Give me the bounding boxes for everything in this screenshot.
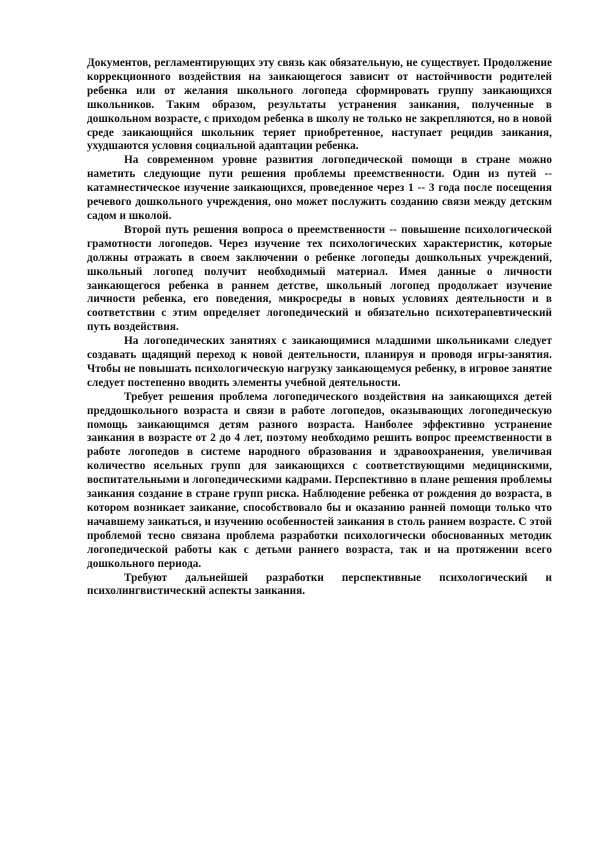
document-body — [87, 57, 552, 599]
paragraph: На логопедических занятиях с заикающимися младшими школьниками следует создавать щадящий переход к новой деятельности, планируя и проводя игры-занятия. Чтобы не повышать психологическую нагрузку заикающемуся ребенку, в игровое занятие следует постепенно вводить элементы учебной деятельности. — [87, 335, 552, 389]
paragraph: Второй путь решения вопроса о преемственности -- повышение психологической грамотности логопедов. Через изучение тех психологических характеристик, которые должны отражать в своем заключении о ребенке логопеды дошкольных учреждений, школьный логопед получит необходимый материал. Имея данные о личности заикающегося ребенка в раннем детстве, школьный логопед продолжает изучение личности ребенка, его поведения, микросреды в новых условиях деятельности и в соответствии с этим определяет логопедический и обязательно психотерапевтический путь воздействия. — [87, 223, 552, 334]
paragraph: Требуют дальнейшей разработки перспективные психологический и психолингвистический аспекты заикания. — [87, 571, 552, 598]
paragraph: На современном уровне развития логопедической помощи в стране можно наметить следующие пути решения проблемы преемственности. Один из путей -- катамнестическое изучение заикающихся, проведенное через 1 -- 3 года после посещения речевого дошкольного учреждения, оно может послужить созданию связи между детским садом и школой. — [87, 154, 552, 222]
paragraph: Документов, регламентирующих эту связь как обязательную, не существует. Продолжение коррекционного воздействия на заикающегося зависит от настойчивости родителей ребенка или от желания школьного логопеда сформировать группу заикающихся школьников. Таким образом, результаты устранения заикания, полученные в дошкольном возрасте, с приходом ребенка в школу не только не закрепляются, но в новой среде заикающийся школьник теряет приобретенное, наступает рецидив заикания, ухудшаются условия социальной адаптации ребенка. — [87, 57, 552, 153]
paragraph: Требует решения проблема логопедического воздействия на заикающихся детей преддошкольного возраста и связи в работе логопедов, оказывающих логопедическую помощь заикающимся детям разного возраста. Наиболее эффективно устранение заикания в возрасте от 2 до 4 лет, поэтому необходимо решить вопрос преемственности в работе логопедов в системе народного образования и здравоохранения, увеличивая количество ясельных групп для заикающихся с соответствующими медицинскими, воспитательными и логопедическими кадрами. Перспективно в плане решения проблемы заикания создание в стране групп риска. Наблюдение ребенка от рождения до возраста, в котором возникает заикание, способствовало бы и оказанию ранней помощи только что начавшему заикаться, и изучению особенностей заикания в столь раннем возрасте. С этой проблемой тесно связана проблема разработки психологически обоснованных методик логопедической работы как с детьми раннего возраста, так и на протяжении всего дошкольного периода. — [87, 390, 552, 570]
